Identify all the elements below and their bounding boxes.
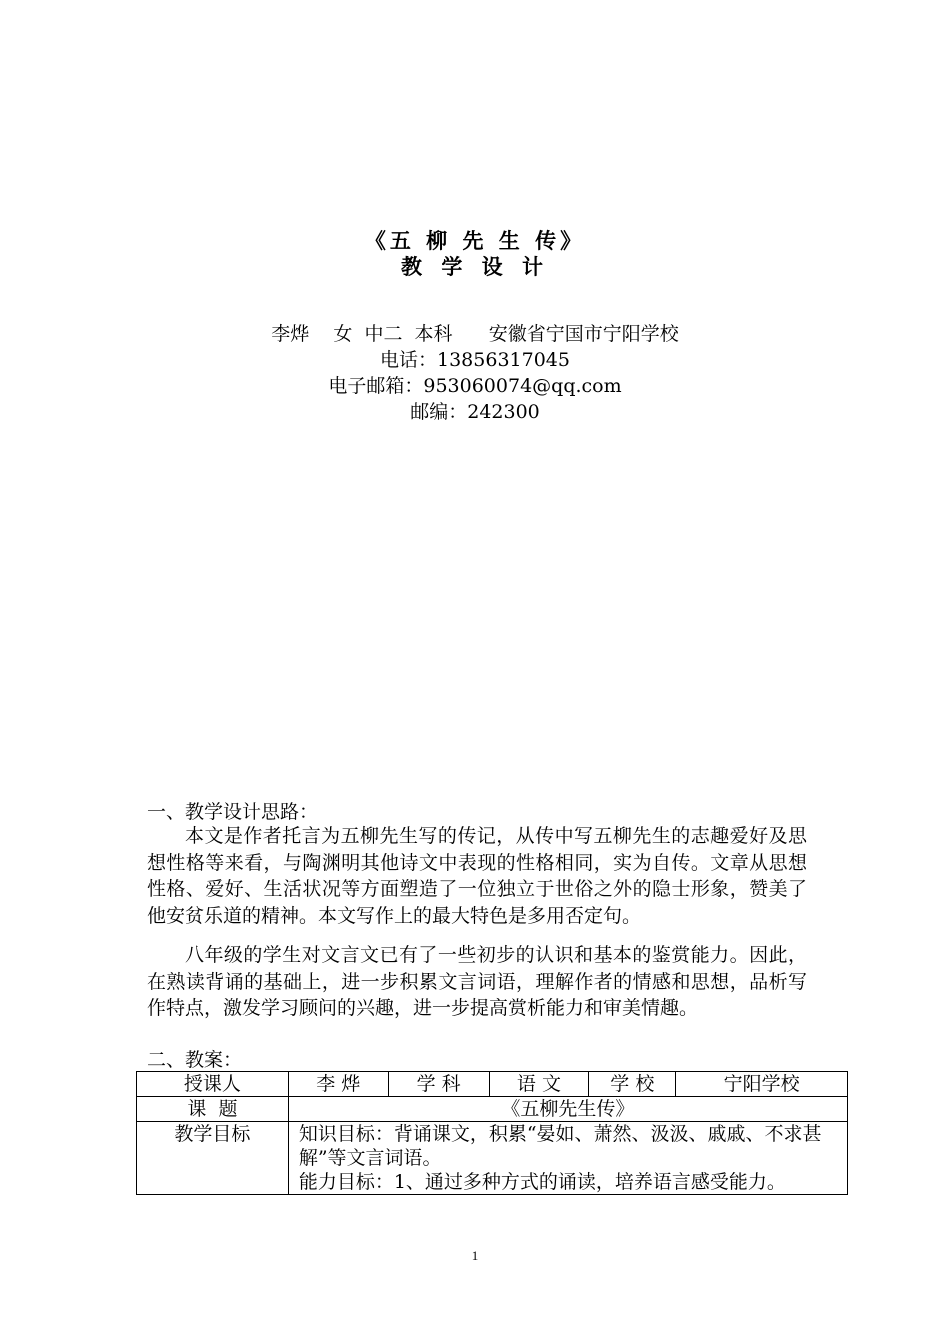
- table-row: [137, 1122, 848, 1195]
- table-row: [137, 1097, 848, 1122]
- author-phone: 电话：13856317045: [380, 349, 570, 371]
- goal-knowledge: 知识目标：背诵课文，积累“晏如、萧然、汲汲、戚戚、不求甚解”等文言词语。: [298, 1123, 822, 1169]
- page-number: 1: [471, 1248, 479, 1263]
- table-row: [137, 1072, 848, 1097]
- table-cell-topic-value: 《五柳先生传》: [288, 1097, 847, 1122]
- table-cell-goals-label: 教学目标: [137, 1122, 289, 1195]
- section-heading-lesson-plan: 二、教案：: [147, 1049, 243, 1071]
- table-cell-school-value: 宁阳学校: [676, 1072, 848, 1097]
- goal-ability: 能力目标：1、通过多种方式的诵读，培养语言感受能力。: [298, 1171, 786, 1193]
- table-cell-subject-value: 语 文: [489, 1072, 589, 1097]
- section-heading-design-ideas: 一、教学设计思路：: [147, 801, 319, 823]
- table-cell-subject-label: 学 科: [388, 1072, 489, 1097]
- lesson-plan-table: [136, 1071, 848, 1195]
- author-postcode: 邮编：242300: [410, 401, 540, 423]
- table-cell-teacher-value: 李 烨: [288, 1072, 388, 1097]
- document-subtitle: 教 学 设 计: [401, 255, 549, 279]
- document-title: 《五 柳 先 生 传》: [364, 229, 586, 253]
- author-email: 电子邮箱：953060074@qq.com: [328, 375, 622, 397]
- table-cell-topic-label: 课 题: [137, 1097, 289, 1122]
- author-info: 李烨 女 中二 本科 安徽省宁国市宁阳学校: [271, 323, 679, 345]
- paragraph-student-analysis: 八年级的学生对文言文已有了一些初步的认识和基本的鉴赏能力。因此，在熟读背诵的基础上，进一步积累文言词语，理解作者的情感和思想，品析写作特点，激发学习顾问的兴趣，进一步提高赏析能力和审美情趣。: [147, 944, 807, 1019]
- table-cell-goals-value: [288, 1122, 847, 1195]
- table-cell-school-label: 学 校: [589, 1072, 676, 1097]
- paragraph-text-analysis: 本文是作者托言为五柳先生写的传记，从传中写五柳先生的志趣爱好及思想性格等来看，与陶渊明其他诗文中表现的性格相同，实为自传。文章从思想性格、爱好、生活状况等方面塑造了一位独立于世俗之外的隐士形象，赞美了他安贫乐道的精神。本文写作上的最大特色是多用否定句。: [147, 825, 807, 927]
- table-cell-teacher-label: 授课人: [137, 1072, 289, 1097]
